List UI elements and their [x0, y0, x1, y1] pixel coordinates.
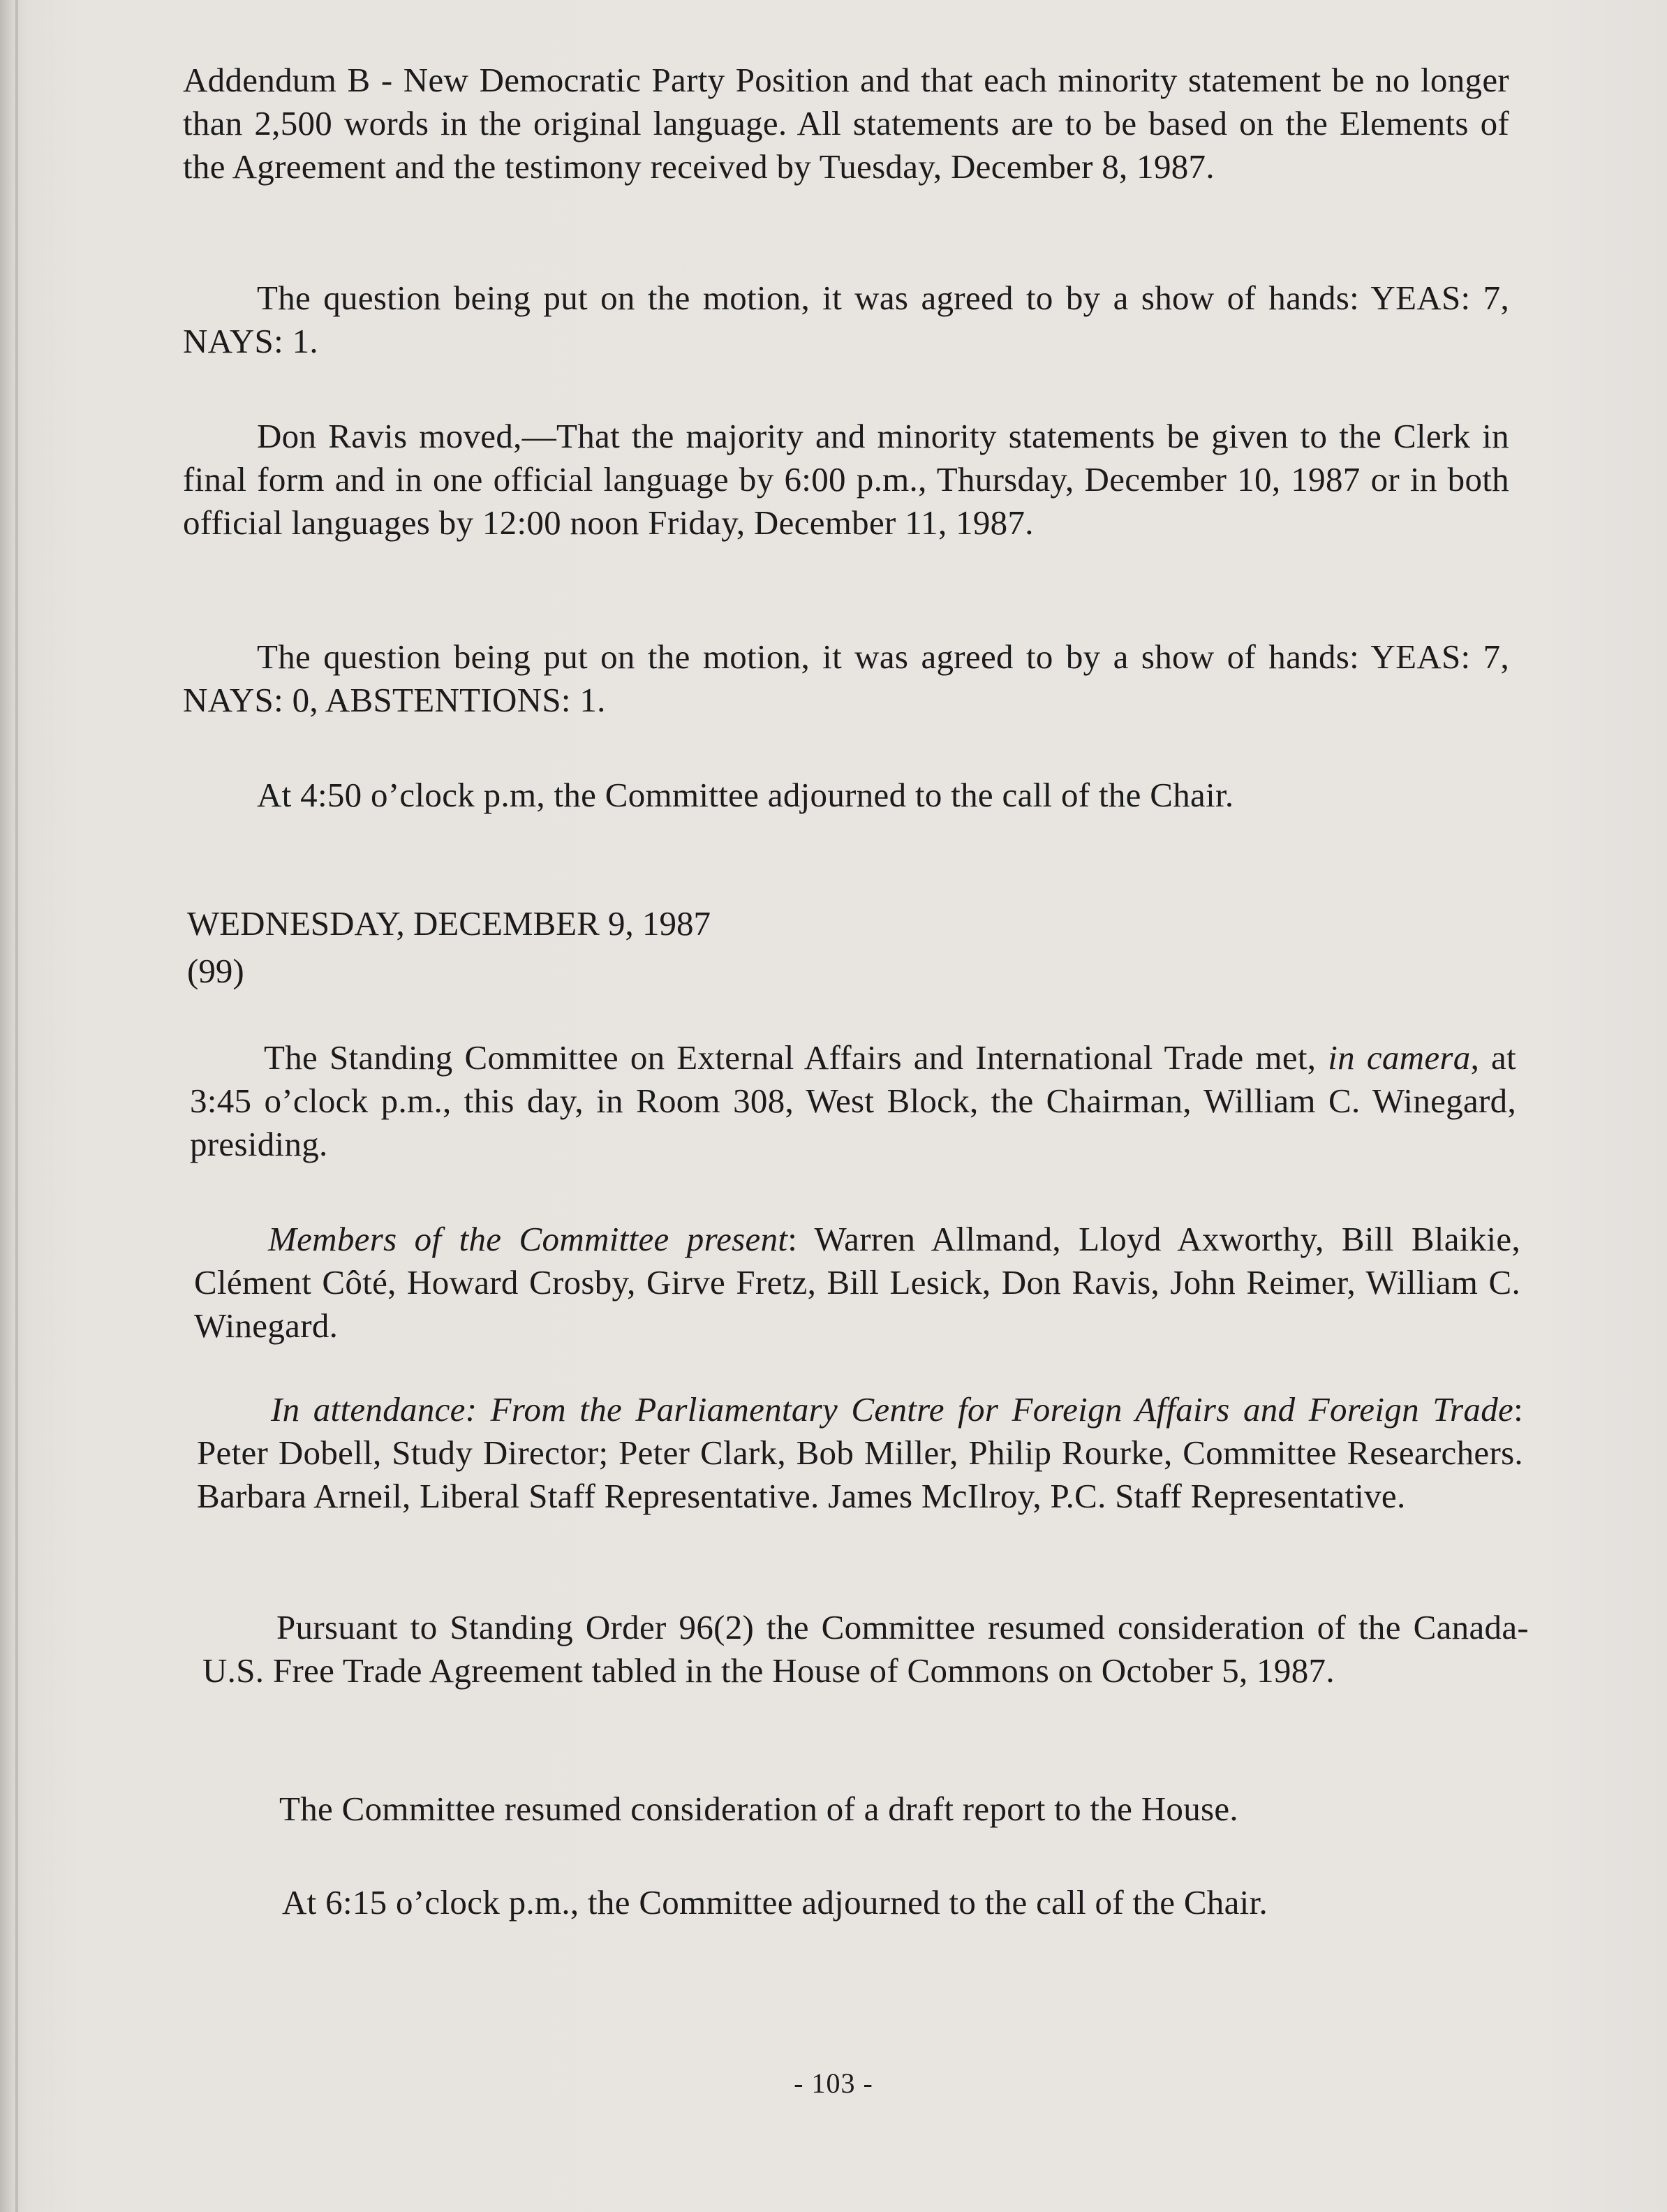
meeting-number: (99) — [187, 952, 244, 990]
paragraph-text: The Standing Committee on External Affairs and International Trade met, — [264, 1038, 1328, 1077]
paragraph-text: At 4:50 o’clock p.m, the Committee adjourned to the call of the Chair. — [257, 776, 1234, 814]
paragraph-adjourned-1 — [183, 774, 1509, 817]
paragraph-addendum-b — [183, 59, 1509, 189]
italic-text: in camera — [1328, 1038, 1471, 1077]
paragraph-text: : Peter Dobell, Study Director; Peter Clark, Bob Miller, Philip Rourke, Committee Researchers. Barbara Arneil, Liberal Staff Representative. James McIlroy, P.C. Staff Representative. — [197, 1390, 1523, 1515]
paragraph-members-present — [194, 1218, 1520, 1348]
paragraph-vote-2 — [183, 635, 1509, 722]
paragraph-text: The question being put on the motion, it was agreed to by a show of hands: YEAS: 7, NAYS: 1. — [183, 279, 1509, 360]
paragraph-ravis-motion — [183, 415, 1509, 545]
page-number: - 103 - — [794, 2067, 873, 2099]
italic-label: In attendance: From the Parliamentary Centre for Foreign Affairs and Foreign Trade — [271, 1390, 1514, 1429]
paragraph-text: The Committee resumed consideration of a draft report to the House. — [279, 1790, 1238, 1828]
paragraph-text: At 6:15 o’clock p.m., the Committee adjourned to the call of the Chair. — [282, 1883, 1268, 1922]
paragraph-standing-order — [202, 1606, 1529, 1693]
paragraph-text: Don Ravis moved,—That the majority and minority statements be given to the Clerk in final form and in one official language by 6:00 p.m., Thursday, December 10, 1987 or in both official languages by 12:00 noon Friday, December 11, 1987. — [183, 417, 1509, 542]
paragraph-text: Pursuant to Standing Order 96(2) the Committee resumed consideration of the Canada-U.S. Free Trade Agreement tabled in the House of Commons on October 5, 1987. — [202, 1608, 1529, 1690]
paragraph-committee-met — [190, 1036, 1516, 1166]
italic-label: Members of the Committee present — [268, 1220, 788, 1258]
paragraph-adjourned-2 — [208, 1881, 1534, 1924]
book-spine-shadow — [15, 0, 18, 2212]
paragraph-text: , at 3:45 o’clock p.m., this day, in Room 308, West Block, the Chairman, William C. Winegard, presiding. — [190, 1038, 1516, 1163]
paragraph-vote-1 — [183, 276, 1509, 363]
paragraph-draft-report — [205, 1787, 1532, 1831]
meeting-date-heading: WEDNESDAY, DECEMBER 9, 1987 — [187, 904, 711, 943]
paragraph-in-attendance — [197, 1388, 1523, 1518]
paragraph-text: Addendum B - New Democratic Party Position and that each minority statement be no longer than 2,500 words in the original language. All statements are to be based on the Elements of the Agreement and the testimony received by Tuesday, December 8, 1987. — [183, 61, 1509, 186]
paragraph-text: The question being put on the motion, it was agreed to by a show of hands: YEAS: 7, NAYS: 0, ABSTENTIONS: 1. — [183, 637, 1509, 719]
paragraph-text: : Warren Allmand, Lloyd Axworthy, Bill Blaikie, Clément Côté, Howard Crosby, Girve Fretz, Bill Lesick, Don Ravis, John Reimer, William C. Winegard. — [194, 1220, 1520, 1345]
